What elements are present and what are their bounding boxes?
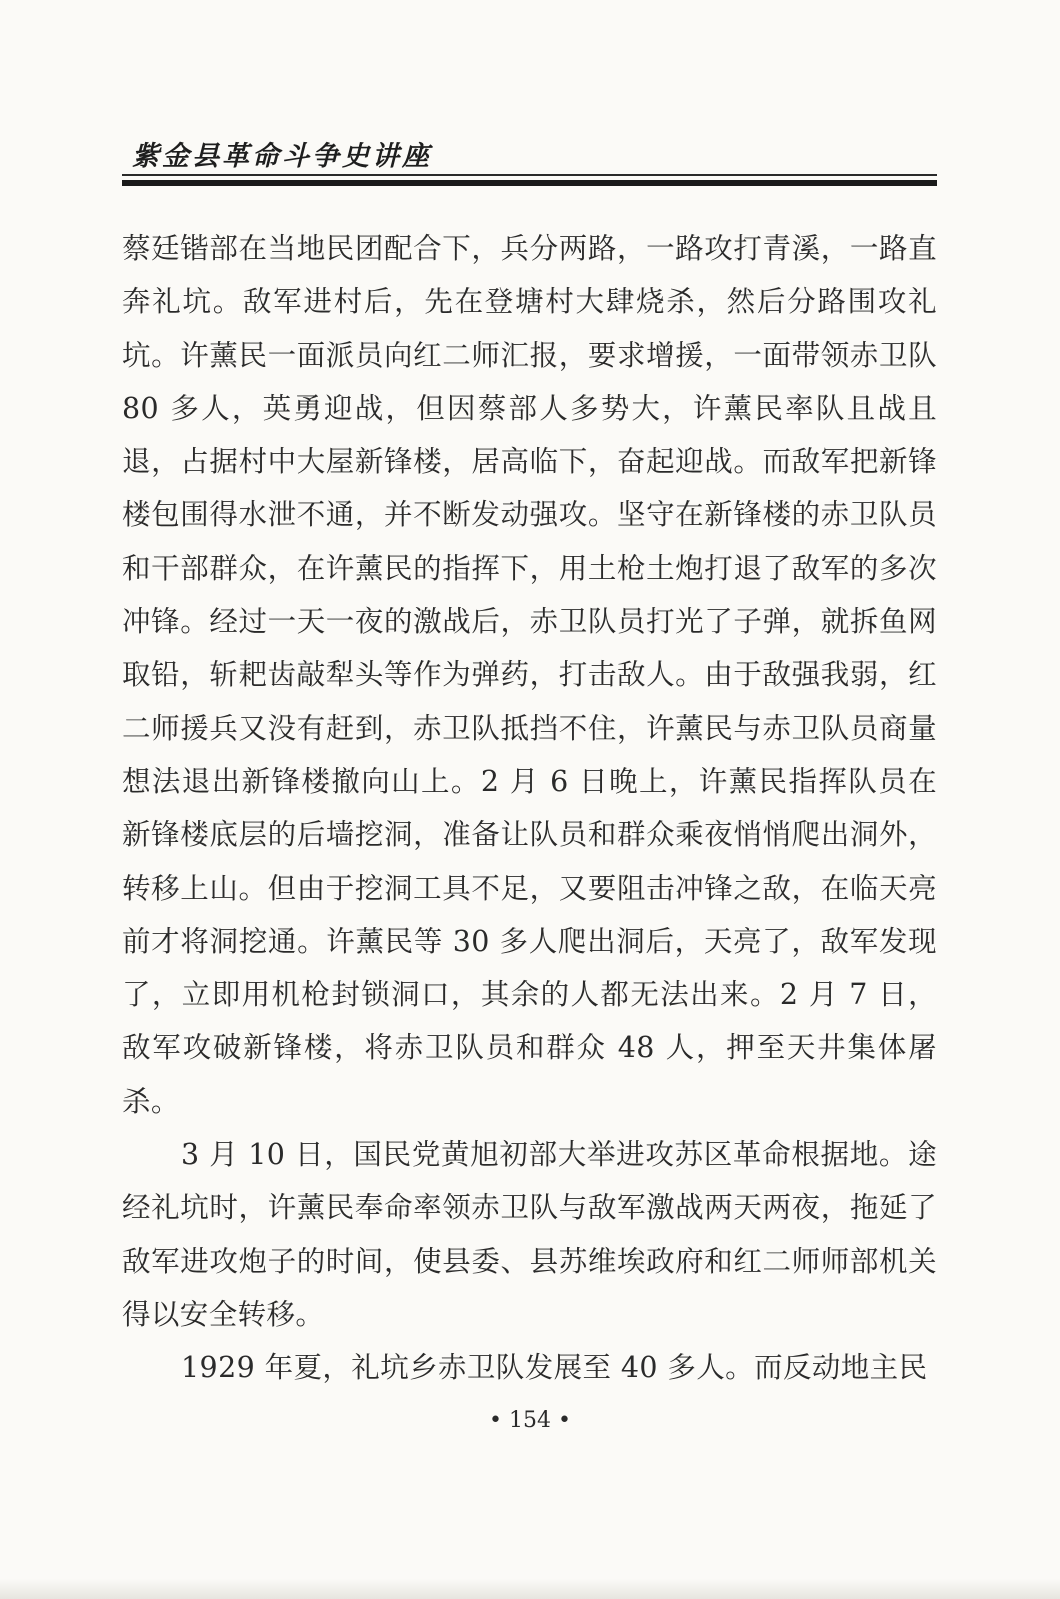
- book-title: 紫金县革命斗争史讲座: [132, 141, 432, 172]
- page-edge-shadow: [0, 1579, 1060, 1599]
- paragraph-2: 3 月 10 日，国民党黄旭初部大举进攻苏区革命根据地。途经礼坑时，许薰民奉命率领赤卫队与敌军激战两天两夜，拖延了敌军进攻炮子的时间，使县委、县苏维埃政府和红二师师部机关得以安全转移。: [122, 1138, 937, 1331]
- body-text: [122, 222, 937, 1395]
- paragraph-3: 1929 年夏，礼坑乡赤卫队发展至 40 多人。而反动地主民: [181, 1351, 928, 1385]
- header-rule-thin: [122, 174, 937, 176]
- paragraph-1: 蔡廷锴部在当地民团配合下，兵分两路，一路攻打青溪，一路直奔礼坑。敌军进村后，先在登塘村大肆烧杀，然后分路围攻礼坑。许薰民一面派员向红二师汇报，要求增援，一面带领赤卫队 80 多人，英勇迎战，但因蔡部人多势大，许薰民率队且战且退，占据村中大屋新锋楼，居高临下，奋起迎战。而敌军把新锋楼包围得水泄不通，并不断发动强攻。坚守在新锋楼的赤卫队员和干部群众，在许薰民的指挥下，用土枪土炮打退了敌军的多次冲锋。经过一天一夜的激战后，赤卫队员打光了子弹，就拆鱼网取铅，斩耙齿敲犁头等作为弹药，打击敌人。由于敌强我弱，红二师援兵又没有赶到，赤卫队抵挡不住，许薰民与赤卫队员商量想法退出新锋楼撤向山上。2 月 6 日晚上，许薰民指挥队员在新锋楼底层的后墙挖洞，准备让队员和群众乘夜悄悄爬出洞外，转移上山。但由于挖洞工具不足，又要阻击冲锋之敌，在临天亮前才将洞挖通。许薰民等 30 多人爬出洞后，天亮了，敌军发现了，立即用机枪封锁洞口，其余的人都无法出来。2 月 7 日，敌军攻破新锋楼，将赤卫队员和群众 48 人，押至天井集体屠杀。: [122, 232, 937, 1118]
- page-number: • 154 •: [489, 1408, 571, 1433]
- header-rule-thick: [122, 180, 937, 186]
